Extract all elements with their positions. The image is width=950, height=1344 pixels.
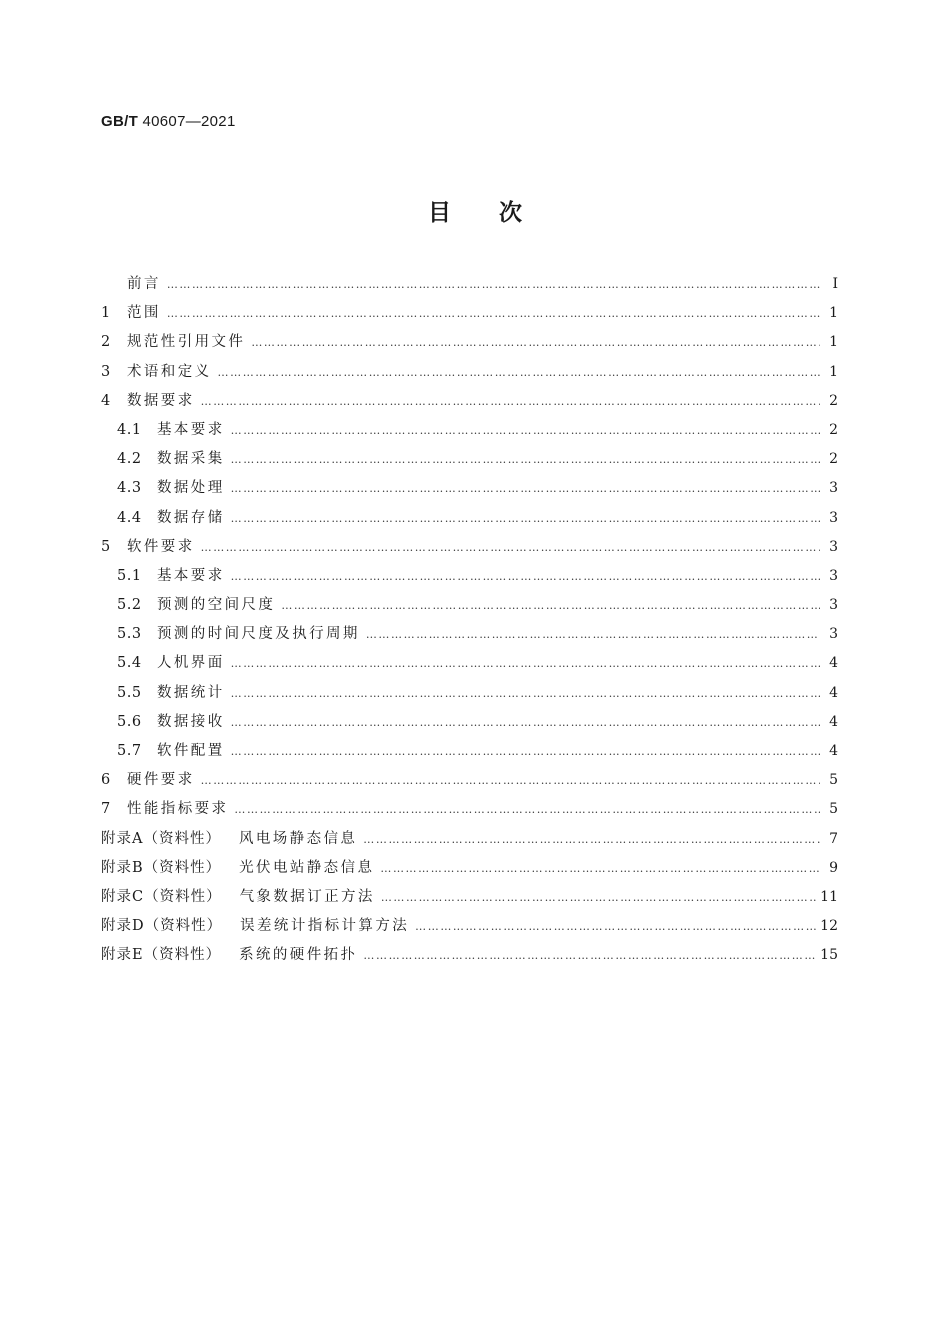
- toc-entry-number: 4.1: [117, 421, 142, 438]
- toc-entry-number: 附录B（资料性）: [101, 859, 222, 876]
- toc-entry-title: 风电场静态信息: [238, 830, 358, 847]
- toc-entry-page: 4: [829, 713, 838, 730]
- toc-entry[interactable]: [101, 883, 838, 912]
- toc-entry-number: 5.3: [117, 626, 142, 643]
- toc-entry-title: 误差统计指标计算方法: [240, 918, 410, 935]
- toc-entry-number: 5: [101, 538, 111, 555]
- dot-leader: [381, 883, 816, 912]
- toc-entry-number: 附录E（资料性）: [101, 947, 222, 964]
- toc-entry-page: 1: [829, 305, 838, 322]
- toc-entry-title: 基本要求: [157, 567, 225, 584]
- toc-entry-title: 性能指标要求: [127, 801, 229, 818]
- toc-entry[interactable]: [101, 562, 838, 591]
- toc-entry-number: 7: [101, 801, 111, 818]
- toc-entry-page: 5: [829, 772, 838, 789]
- toc-entry-page: 3: [829, 597, 838, 614]
- toc-entry-title: 数据采集: [157, 451, 225, 468]
- table-of-contents: [101, 270, 838, 971]
- toc-entry-number: 4.3: [117, 480, 142, 497]
- toc-entry-title: 数据处理: [157, 480, 225, 497]
- toc-entry-page: Ⅰ: [832, 276, 838, 292]
- toc-entry-number: 附录A（资料性）: [101, 830, 221, 847]
- toc-entry[interactable]: [101, 708, 838, 737]
- toc-entry-page: 4: [829, 655, 838, 672]
- toc-entry-title: 规范性引用文件: [127, 334, 246, 351]
- toc-entry-title: 人机界面: [157, 655, 225, 672]
- dot-leader: [231, 679, 820, 708]
- toc-entry[interactable]: [101, 679, 838, 708]
- toc-entry[interactable]: [101, 825, 838, 854]
- dot-leader: [218, 358, 821, 387]
- toc-entry-number: 5.1: [117, 567, 142, 584]
- toc-entry-page: 1: [829, 363, 838, 380]
- toc-entry-page: 3: [829, 509, 838, 526]
- toc-entry[interactable]: [101, 299, 838, 328]
- toc-entry[interactable]: [101, 591, 838, 620]
- toc-entry[interactable]: [101, 474, 838, 503]
- toc-entry-number: 1: [101, 305, 111, 322]
- toc-entry-number: 5.4: [117, 655, 142, 672]
- toc-entry-title: 硬件要求: [127, 772, 195, 789]
- toc-entry-number: 4.2: [117, 451, 142, 468]
- dot-leader: [231, 708, 820, 737]
- toc-entry[interactable]: [101, 416, 838, 445]
- toc-entry-title: 数据存储: [157, 509, 225, 526]
- toc-entry-number: 5.2: [117, 597, 142, 614]
- dot-leader: [251, 328, 820, 357]
- toc-entry-title: 术语和定义: [127, 363, 212, 380]
- toc-entry[interactable]: [101, 387, 838, 416]
- toc-entry[interactable]: [101, 649, 838, 678]
- toc-entry-page: 9: [829, 859, 838, 876]
- toc-entry-page: 11: [820, 888, 838, 905]
- dot-leader: [201, 533, 820, 562]
- toc-entry[interactable]: [101, 504, 838, 533]
- toc-entry[interactable]: [101, 854, 838, 883]
- toc-entry[interactable]: [101, 328, 838, 357]
- dot-leader: [234, 795, 820, 824]
- toc-entry[interactable]: [101, 941, 838, 970]
- toc-entry-number: 5.6: [117, 713, 142, 730]
- toc-entry-title: 前言: [127, 276, 161, 292]
- toc-entry[interactable]: [101, 533, 838, 562]
- toc-entry-number: 5.7: [117, 743, 142, 759]
- toc-entry-title: 软件配置: [157, 743, 225, 759]
- standard-prefix: GB/T: [101, 113, 139, 130]
- toc-entry-title: 预测的空间尺度: [157, 597, 276, 614]
- dot-leader: [231, 474, 820, 503]
- toc-entry-page: 2: [829, 392, 838, 409]
- toc-entry-page: 3: [829, 538, 838, 555]
- standard-code: [101, 113, 236, 130]
- dot-leader: [380, 854, 820, 883]
- dot-leader: [363, 825, 820, 854]
- toc-entry-number: 5.5: [117, 684, 142, 701]
- toc-entry-page: 7: [829, 830, 838, 847]
- toc-entry-number: 2: [101, 334, 111, 351]
- dot-leader: [231, 504, 820, 533]
- toc-entry-page: 12: [820, 918, 838, 935]
- standard-number: 40607—2021: [142, 113, 236, 130]
- toc-entry-page: 2: [829, 451, 838, 468]
- dot-leader: [231, 445, 820, 474]
- dot-leader: [201, 766, 820, 795]
- toc-entry-title: 数据统计: [157, 684, 225, 701]
- toc-entry-page: 2: [829, 421, 838, 438]
- toc-entry-title: 数据要求: [127, 392, 195, 409]
- toc-entry-page: 5: [829, 801, 838, 818]
- dot-leader: [366, 620, 820, 649]
- toc-entry[interactable]: [101, 766, 838, 795]
- toc-entry-number: 3: [101, 363, 111, 380]
- dot-leader: [167, 270, 820, 299]
- toc-entry[interactable]: [101, 445, 838, 474]
- dot-leader: [363, 941, 816, 970]
- toc-entry-number: 4: [101, 392, 111, 409]
- toc-entry-title: 气象数据订正方法: [239, 888, 375, 905]
- toc-entry-number: 附录D（资料性）: [101, 918, 223, 935]
- page-title: 目次: [428, 200, 570, 226]
- toc-entry-number: 6: [101, 772, 111, 789]
- dot-leader: [231, 416, 820, 445]
- toc-entry[interactable]: [101, 620, 838, 649]
- toc-entry[interactable]: [101, 795, 838, 824]
- toc-entry-number: 4.4: [117, 509, 142, 526]
- toc-entry-page: 4: [829, 743, 838, 759]
- toc-entry-page: 1: [829, 334, 838, 351]
- toc-entry[interactable]: [101, 737, 838, 766]
- toc-entry-title: 系统的硬件拓扑: [239, 947, 358, 964]
- dot-leader: [201, 387, 820, 416]
- toc-entry[interactable]: [101, 270, 838, 299]
- toc-entry[interactable]: [101, 912, 838, 941]
- toc-entry-title: 数据接收: [157, 713, 225, 730]
- toc-entry-title: 软件要求: [127, 538, 195, 555]
- toc-entry-page: 15: [820, 947, 838, 964]
- toc-entry-title: 预测的时间尺度及执行周期: [157, 626, 360, 643]
- toc-entry-page: 3: [829, 480, 838, 497]
- toc-entry-number: 附录C（资料性）: [101, 888, 222, 905]
- dot-leader: [231, 737, 820, 766]
- toc-entry-page: 3: [829, 626, 838, 643]
- toc-entry-page: 4: [829, 684, 838, 701]
- toc-entry-title: 范围: [127, 305, 161, 322]
- dot-leader: [231, 562, 820, 591]
- dot-leader: [281, 591, 820, 620]
- toc-entry-page: 3: [829, 567, 838, 584]
- toc-entry[interactable]: [101, 358, 838, 387]
- dot-leader: [167, 299, 820, 328]
- dot-leader: [231, 649, 820, 678]
- toc-entry-title: 光伏电站静态信息: [239, 859, 375, 876]
- dot-leader: [415, 912, 816, 941]
- toc-entry-title: 基本要求: [157, 421, 225, 438]
